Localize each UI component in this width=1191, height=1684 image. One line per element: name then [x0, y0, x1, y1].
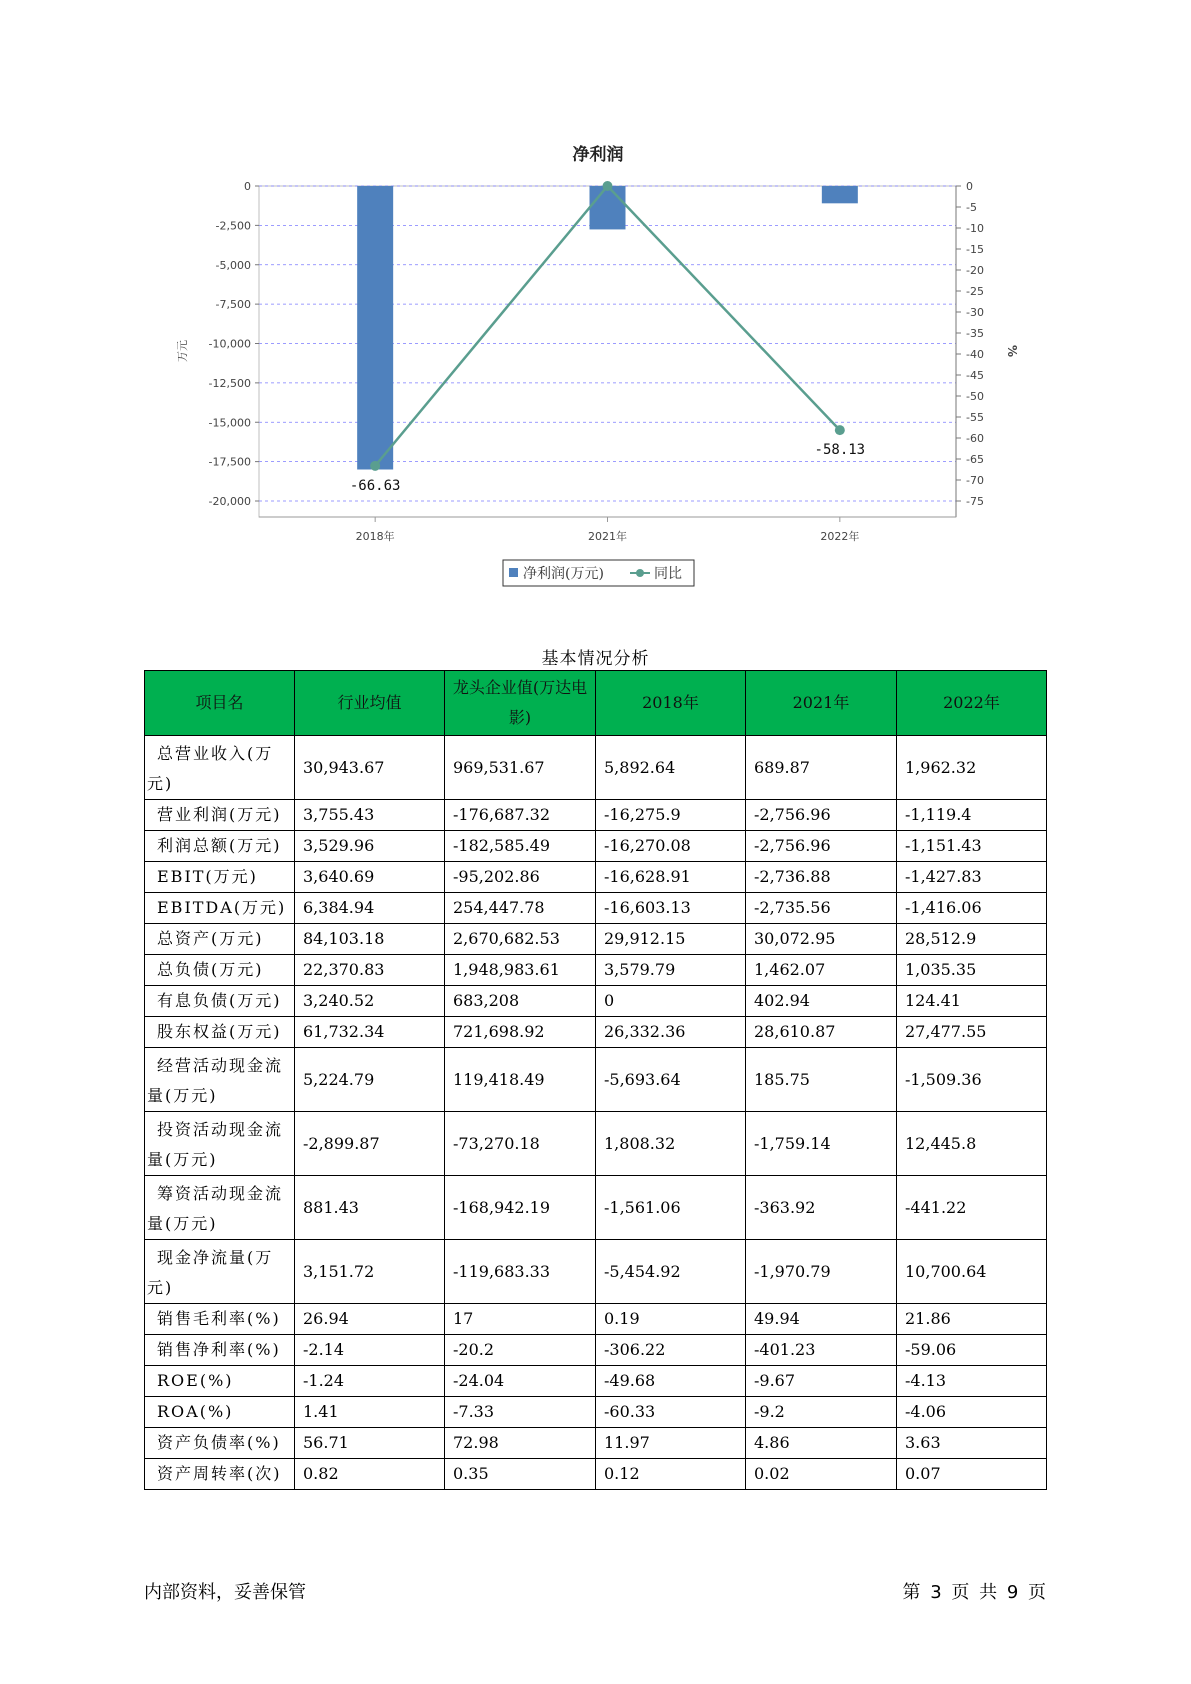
table-cell: 17: [445, 1304, 596, 1335]
table-cell: -441.22: [897, 1176, 1047, 1240]
table-header-cell: 2021年: [746, 671, 897, 736]
y-axis-label: 万元: [176, 340, 189, 362]
table-cell: 12,445.8: [897, 1112, 1047, 1176]
table-cell: -1,561.06: [596, 1176, 746, 1240]
row-label-text: EBITDA(万元): [157, 898, 287, 917]
table-row: [145, 1048, 1047, 1112]
table-cell: 683,208: [445, 986, 596, 1017]
table-cell: -49.68: [596, 1366, 746, 1397]
table-cell: -1,427.83: [897, 862, 1047, 893]
table-cell: 254,447.78: [445, 893, 596, 924]
table-cell: -1,416.06: [897, 893, 1047, 924]
table-cell: 2,670,682.53: [445, 924, 596, 955]
x-tick-label: 2018年: [355, 530, 395, 543]
row-label-text: 经营活动现金流量(万元): [147, 1056, 284, 1105]
chart-legend: [503, 560, 694, 586]
table-cell: 0: [596, 986, 746, 1017]
yoy-point: [603, 181, 613, 191]
table-cell: 11.97: [596, 1428, 746, 1459]
row-label-text: 营业利润(万元): [157, 805, 282, 824]
table-cell: 3,151.72: [295, 1240, 445, 1304]
y2-tick-label: -25: [966, 285, 984, 298]
row-label: [145, 924, 295, 955]
table-cell: 28,512.9: [897, 924, 1047, 955]
row-label-text: 销售净利率(%): [157, 1340, 281, 1359]
row-label-text: 有息负债(万元): [157, 991, 282, 1010]
table-cell: -7.33: [445, 1397, 596, 1428]
table-cell: 3,240.52: [295, 986, 445, 1017]
table-cell: -16,628.91: [596, 862, 746, 893]
table-cell: 1,462.07: [746, 955, 897, 986]
row-label: [145, 1335, 295, 1366]
row-label: [145, 893, 295, 924]
table-cell: 5,224.79: [295, 1048, 445, 1112]
y2-tick-label: -5: [966, 201, 977, 214]
table-cell: 881.43: [295, 1176, 445, 1240]
y2-tick-label: 0: [966, 180, 973, 193]
table-cell: 721,698.92: [445, 1017, 596, 1048]
table-cell: 21.86: [897, 1304, 1047, 1335]
table-row: [145, 1112, 1047, 1176]
y2-tick-label: -30: [966, 306, 984, 319]
legend-bar-swatch: [509, 568, 518, 577]
row-label-text: 总负债(万元): [157, 960, 264, 979]
table-row: [145, 1397, 1047, 1428]
table-cell: -60.33: [596, 1397, 746, 1428]
y2-tick-label: -65: [966, 453, 984, 466]
table-cell: -95,202.86: [445, 862, 596, 893]
table-cell: 29,912.15: [596, 924, 746, 955]
table-row: [145, 1335, 1047, 1366]
row-label: [145, 1459, 295, 1490]
table-cell: 4.86: [746, 1428, 897, 1459]
x-tick-label: 2021年: [588, 530, 627, 543]
row-label-text: 筹资活动现金流量(万元): [147, 1184, 284, 1233]
y2-tick-label: -60: [966, 432, 984, 445]
row-label-text: 股东权益(万元): [157, 1022, 282, 1041]
yoy-point: [370, 461, 380, 471]
footer-confidential: 内部资料，妥善保管: [144, 1582, 306, 1603]
bar-2021年: [590, 186, 626, 229]
table-cell: 26,332.36: [596, 1017, 746, 1048]
table-cell: -5,454.92: [596, 1240, 746, 1304]
table-header-cell: 项目名: [145, 671, 295, 736]
row-label: [145, 1397, 295, 1428]
row-label: [145, 1017, 295, 1048]
row-label: [145, 831, 295, 862]
row-label: [145, 1112, 295, 1176]
y2-tick-label: -75: [966, 495, 984, 508]
table-cell: -2,736.88: [746, 862, 897, 893]
yoy-point: [835, 425, 845, 435]
table-cell: -306.22: [596, 1335, 746, 1366]
table-cell: 49.94: [746, 1304, 897, 1335]
table-cell: 27,477.55: [897, 1017, 1047, 1048]
y-tick-label: -20,000: [208, 495, 251, 508]
table-cell: -1,759.14: [746, 1112, 897, 1176]
y-tick-label: -7,500: [215, 298, 251, 312]
table-cell: 10,700.64: [897, 1240, 1047, 1304]
row-label-text: ROA(%): [157, 1402, 234, 1421]
table-cell: 0.12: [596, 1459, 746, 1490]
y2-tick-label: -45: [966, 369, 984, 382]
row-label: [145, 1366, 295, 1397]
table-row: [145, 1017, 1047, 1048]
row-label: [145, 1048, 295, 1112]
table-cell: 1,962.32: [897, 736, 1047, 800]
row-label: [145, 800, 295, 831]
row-label: [145, 1240, 295, 1304]
table-cell: 0.35: [445, 1459, 596, 1490]
table-cell: 969,531.67: [445, 736, 596, 800]
table-row: [145, 736, 1047, 800]
table-cell: -176,687.32: [445, 800, 596, 831]
y-tick-label: -15,000: [208, 416, 251, 430]
footer-page-number: 第 3 页 共 9 页: [902, 1582, 1046, 1603]
row-label-text: 资产负债率(%): [157, 1433, 281, 1452]
table-cell: -401.23: [746, 1335, 897, 1366]
table-cell: -2,756.96: [746, 831, 897, 862]
table-cell: -9.2: [746, 1397, 897, 1428]
row-label-text: 总资产(万元): [157, 929, 264, 948]
table-cell: 1,808.32: [596, 1112, 746, 1176]
table-row: [145, 1240, 1047, 1304]
yoy-point-label: -66.63: [349, 477, 401, 494]
table-cell: 5,892.64: [596, 736, 746, 800]
table-header-cell: 2018年: [596, 671, 746, 736]
table-header-cell: 行业均值: [295, 671, 445, 736]
table-cell: 84,103.18: [295, 924, 445, 955]
table-cell: -2.14: [295, 1335, 445, 1366]
table-cell: -4.13: [897, 1366, 1047, 1397]
table-cell: -1,151.43: [897, 831, 1047, 862]
row-label-text: 投资活动现金流量(万元): [147, 1120, 284, 1169]
table-cell: 185.75: [746, 1048, 897, 1112]
table-cell: -182,585.49: [445, 831, 596, 862]
table-cell: 22,370.83: [295, 955, 445, 986]
y2-tick-label: -20: [966, 264, 984, 277]
table-row: [145, 1428, 1047, 1459]
table-cell: 689.87: [746, 736, 897, 800]
table-row: [145, 893, 1047, 924]
table-cell: -1,119.4: [897, 800, 1047, 831]
table-cell: -73,270.18: [445, 1112, 596, 1176]
row-label-text: 利润总额(万元): [157, 836, 282, 855]
table-cell: 30,943.67: [295, 736, 445, 800]
row-label: [145, 986, 295, 1017]
y-tick-label: -17,500: [208, 455, 251, 469]
table-cell: -16,275.9: [596, 800, 746, 831]
row-label-text: ROE(%): [157, 1371, 234, 1390]
table-row: [145, 955, 1047, 986]
table-cell: -1.24: [295, 1366, 445, 1397]
row-label: [145, 1304, 295, 1335]
yoy-point-label: -58.13: [814, 442, 866, 459]
row-label-text: 现金净流量(万元): [147, 1248, 274, 1297]
table-cell: 119,418.49: [445, 1048, 596, 1112]
table-cell: -16,603.13: [596, 893, 746, 924]
row-label: [145, 1176, 295, 1240]
row-label-text: 资产周转率(次): [157, 1464, 282, 1483]
table-cell: 61,732.34: [295, 1017, 445, 1048]
bar-2018年: [357, 186, 393, 470]
basic-analysis-table: [144, 670, 1047, 1490]
legend-yoy: 同比: [654, 566, 682, 582]
row-label-text: 销售毛利率(%): [157, 1309, 281, 1328]
y-tick-label: -10,000: [208, 337, 251, 351]
table-cell: -2,735.56: [746, 893, 897, 924]
y2-tick-label: -55: [966, 411, 984, 424]
row-label: [145, 736, 295, 800]
table-cell: 402.94: [746, 986, 897, 1017]
row-label-text: 总营业收入(万元): [147, 744, 274, 793]
y-tick-label: -2,500: [215, 219, 251, 233]
x-tick-label: 2022年: [820, 530, 860, 543]
y2-axis-label: %: [1005, 344, 1019, 358]
table-header-row: [145, 671, 1047, 736]
table-cell: -2,756.96: [746, 800, 897, 831]
row-label-text: EBIT(万元): [157, 867, 258, 886]
table-caption: 基本情况分析: [541, 649, 650, 669]
y2-tick-label: -40: [966, 348, 984, 361]
table-cell: 0.82: [295, 1459, 445, 1490]
y2-tick-label: -70: [966, 474, 984, 487]
table-row: [145, 1304, 1047, 1335]
table-cell: -1,509.36: [897, 1048, 1047, 1112]
table-row: [145, 831, 1047, 862]
y2-tick-label: -35: [966, 327, 984, 340]
table-cell: -1,970.79: [746, 1240, 897, 1304]
table-row: [145, 1459, 1047, 1490]
table-cell: 1,948,983.61: [445, 955, 596, 986]
table-cell: 0.02: [746, 1459, 897, 1490]
table-cell: 3,529.96: [295, 831, 445, 862]
table-cell: 0.19: [596, 1304, 746, 1335]
table-cell: -24.04: [445, 1366, 596, 1397]
table-cell: -59.06: [897, 1335, 1047, 1366]
legend-line-marker: [636, 569, 644, 577]
table-header-cell: 龙头企业值(万达电影): [445, 671, 596, 736]
table-cell: -20.2: [445, 1335, 596, 1366]
table-row: [145, 862, 1047, 893]
table-cell: 56.71: [295, 1428, 445, 1459]
table-cell: 6,384.94: [295, 893, 445, 924]
table-cell: 1,035.35: [897, 955, 1047, 986]
table-cell: 3.63: [897, 1428, 1047, 1459]
table-cell: -5,693.64: [596, 1048, 746, 1112]
table-cell: 26.94: [295, 1304, 445, 1335]
table-row: [145, 986, 1047, 1017]
table-cell: 124.41: [897, 986, 1047, 1017]
chart-title: 净利润: [572, 145, 624, 165]
y2-tick-label: -15: [966, 243, 984, 256]
table-cell: 28,610.87: [746, 1017, 897, 1048]
y-tick-label: -12,500: [208, 376, 251, 390]
table-header-cell: 2022年: [897, 671, 1047, 736]
table-cell: 72.98: [445, 1428, 596, 1459]
table-cell: -9.67: [746, 1366, 897, 1397]
table-cell: 3,755.43: [295, 800, 445, 831]
bar-2022年: [822, 186, 858, 203]
table-cell: 1.41: [295, 1397, 445, 1428]
table-cell: 0.07: [897, 1459, 1047, 1490]
table-row: [145, 800, 1047, 831]
row-label: [145, 1428, 295, 1459]
y-tick-label: 0: [244, 180, 251, 193]
table-cell: -16,270.08: [596, 831, 746, 862]
legend-net-profit: 净利润(万元): [523, 566, 604, 582]
row-label: [145, 862, 295, 893]
table-cell: -363.92: [746, 1176, 897, 1240]
net-profit-chart: [0, 0, 1191, 600]
table-cell: -119,683.33: [445, 1240, 596, 1304]
table-row: [145, 1366, 1047, 1397]
table-cell: 3,579.79: [596, 955, 746, 986]
table-cell: -2,899.87: [295, 1112, 445, 1176]
y-tick-label: -5,000: [215, 258, 251, 272]
table-cell: 3,640.69: [295, 862, 445, 893]
table-row: [145, 924, 1047, 955]
table-cell: -168,942.19: [445, 1176, 596, 1240]
table-cell: -4.06: [897, 1397, 1047, 1428]
y2-tick-label: -10: [966, 222, 984, 235]
table-cell: 30,072.95: [746, 924, 897, 955]
row-label: [145, 955, 295, 986]
table-row: [145, 1176, 1047, 1240]
y2-tick-label: -50: [966, 390, 984, 403]
